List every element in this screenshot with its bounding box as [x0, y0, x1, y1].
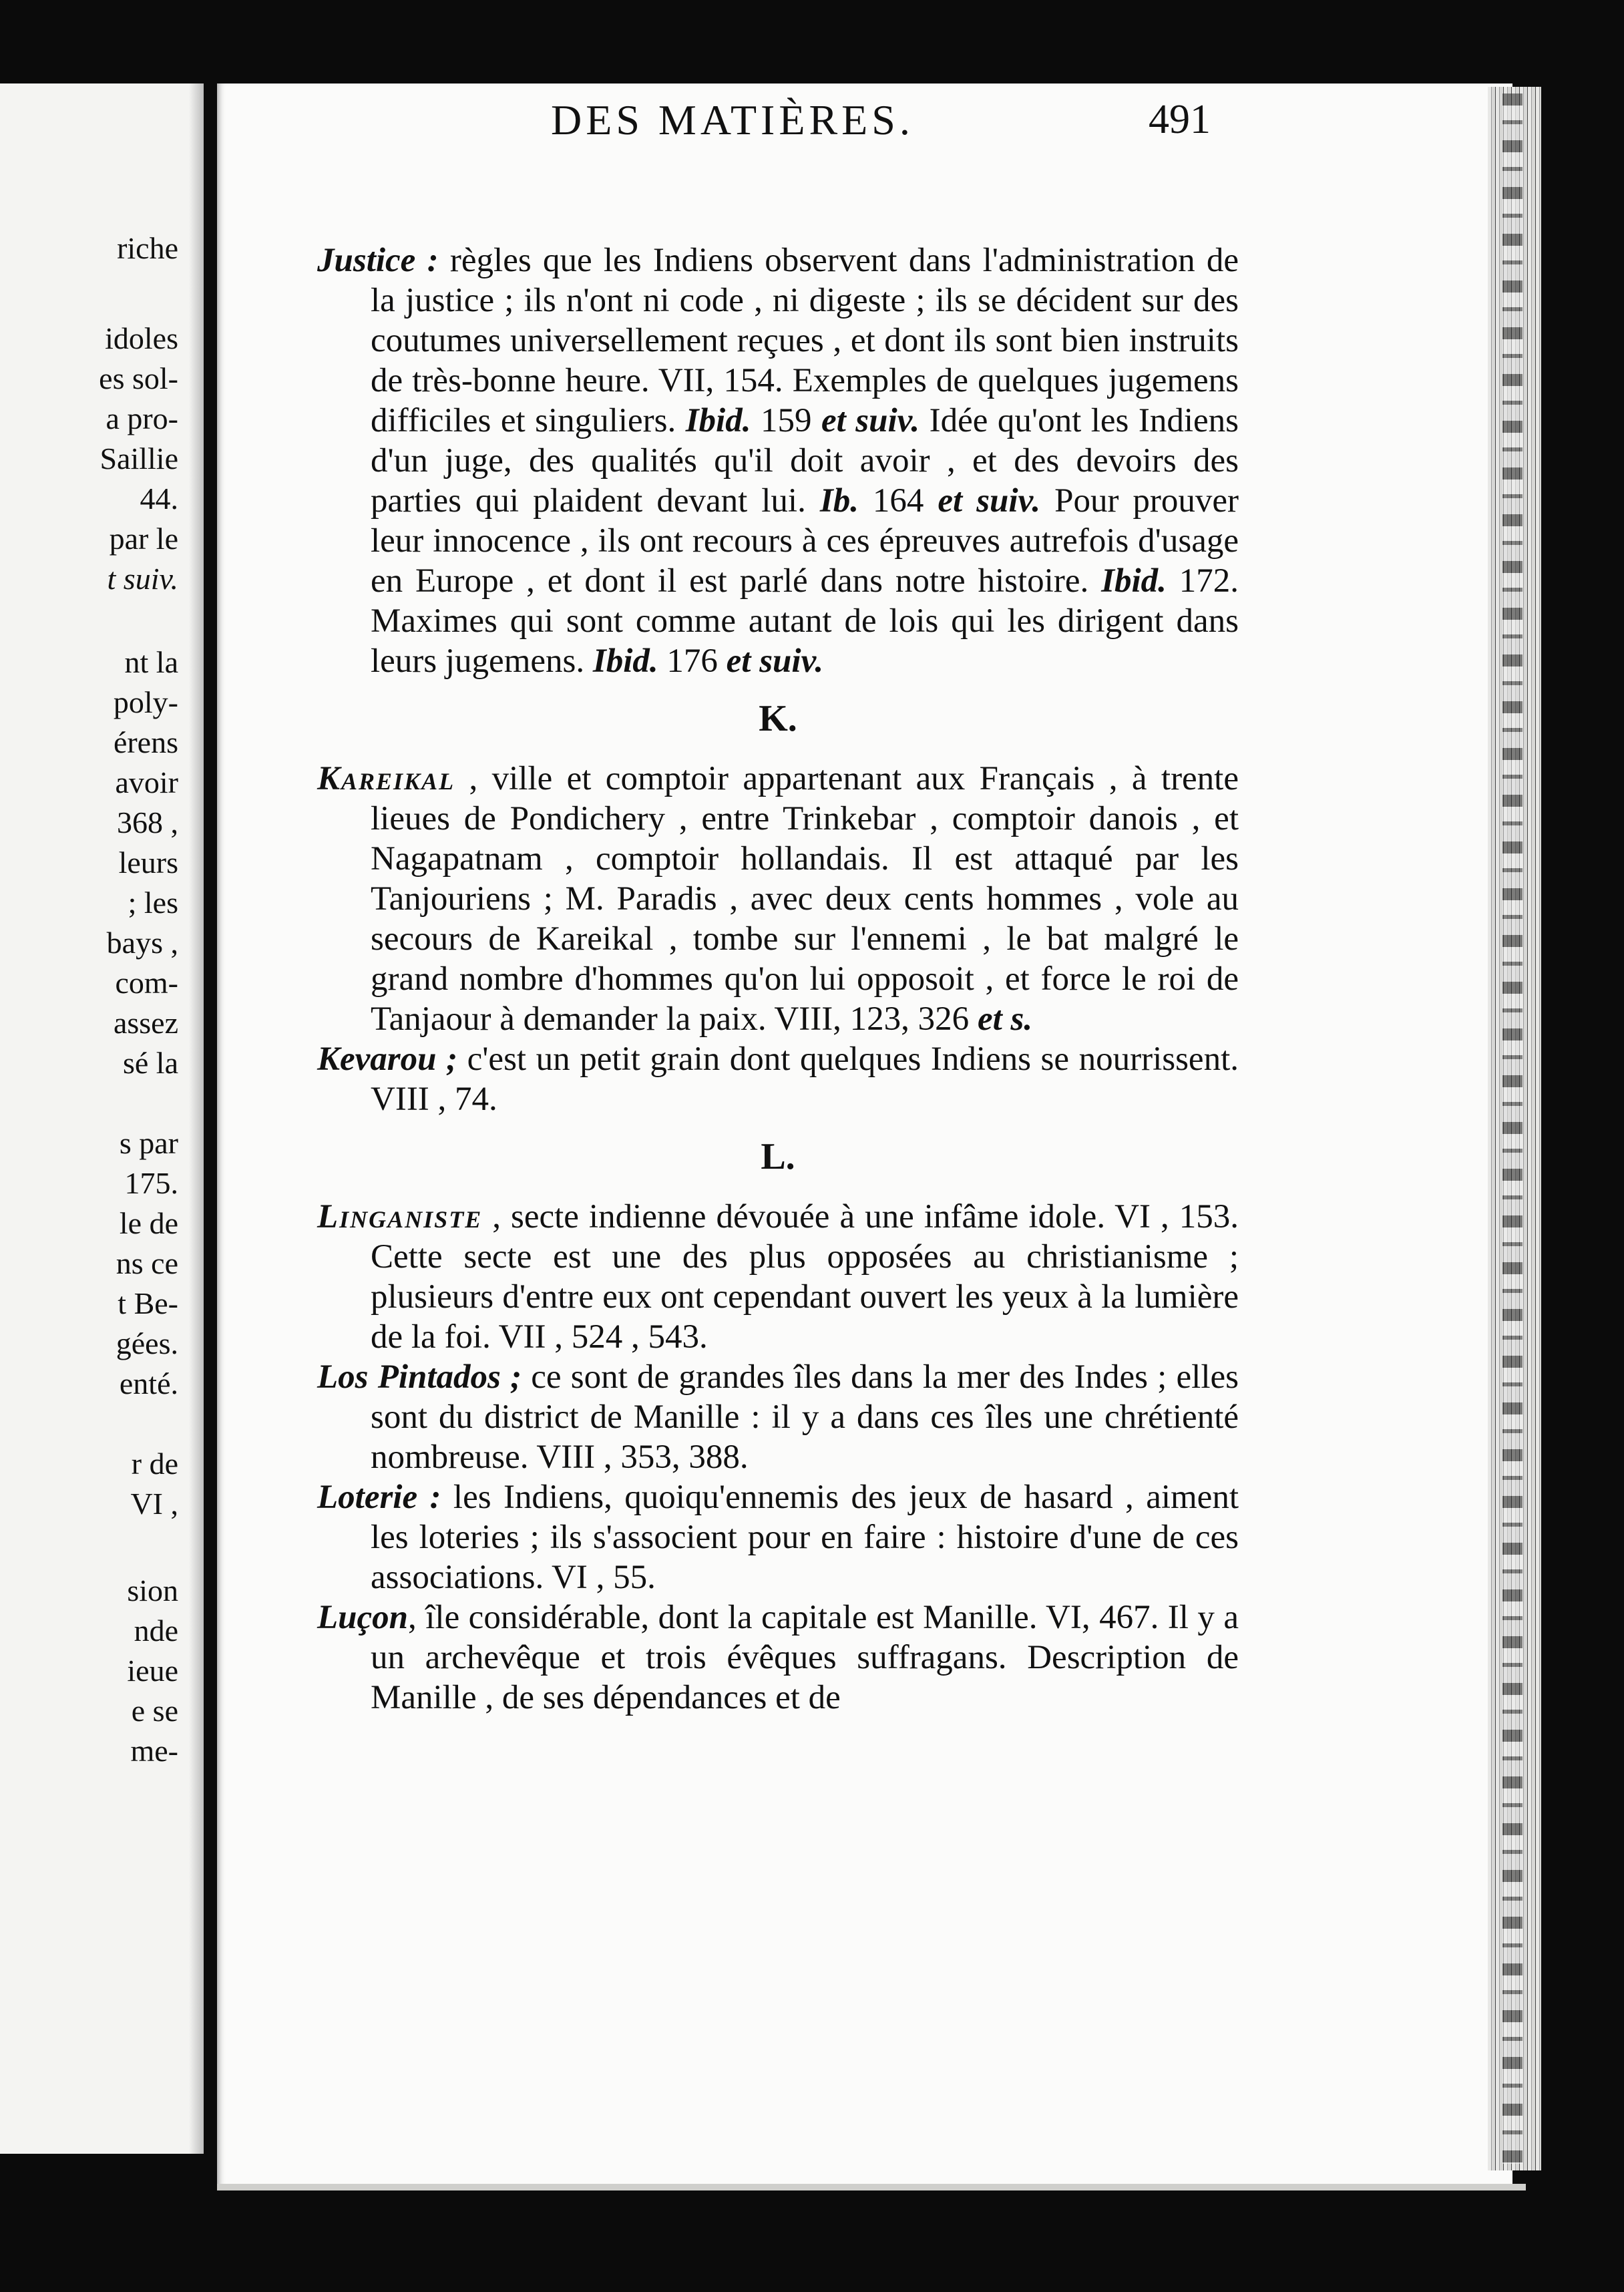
- left-page-line: com-: [115, 966, 178, 1000]
- left-page-line: sion: [127, 1573, 178, 1607]
- left-page-line: ; les: [128, 886, 178, 920]
- entry-head: Kareikal: [317, 760, 455, 797]
- left-page-line: a pro-: [106, 401, 178, 435]
- entry-ref: et suiv.: [938, 482, 1041, 520]
- entry-head: Kevarou ;: [317, 1040, 458, 1078]
- entry-ref: Ibid.: [592, 642, 658, 680]
- entry-text: les Indiens, quoiqu'ennemis des jeux de hasard , aiment les loteries ; ils s'associent pour en faire : histoire d'une de ces associations. VI , 55.: [371, 1479, 1239, 1596]
- index-entry-loterie: [317, 1477, 1239, 1597]
- gutter-shadow: [189, 83, 204, 2154]
- left-page-line: r de: [131, 1447, 178, 1481]
- index-entry-kareikal: [317, 759, 1239, 1039]
- left-page-line: 368 ,: [117, 805, 178, 839]
- index-entry-los-pintados: [317, 1357, 1239, 1477]
- left-page-line: gées.: [116, 1326, 178, 1360]
- entry-ref: et s.: [977, 1000, 1033, 1038]
- index-entry-justice: [317, 240, 1239, 681]
- entry-text: 176: [658, 642, 727, 680]
- left-page-line: e se: [131, 1694, 178, 1728]
- index-entry-linganiste: [317, 1197, 1239, 1357]
- left-page-line: ns ce: [116, 1246, 178, 1280]
- index-text: [317, 240, 1239, 1718]
- entry-text: , ville et comptoir appartenant aux Français , à trente lieues de Pondichery , entre Trinkebar , comptoir danois , et Nagapatnam , comptoir hollandais. Il est attaqué par les Tanjouriens ; M. Paradis , avec deux cents hommes , vole au secours de Kareikal , tombe sur l'ennemi , le bat malgré le grand nombre d'hommes qu'on lui opposoit , et force le roi de Tanjaour à demander la paix. VIII, 123, 326: [371, 760, 1239, 1038]
- left-page-line: assez: [113, 1006, 178, 1040]
- left-page-line: es sol-: [99, 361, 178, 395]
- left-page-line: le de: [119, 1206, 178, 1240]
- entry-text: , secte indienne dévouée à une infâme idole. VI , 153. Cette secte est une des plus opposées au christianisme ; plusieurs d'entre eux ont cependant ouvert les yeux à la lumière de la foi. VII , 524 , 543.: [371, 1198, 1239, 1356]
- entry-head: Los Pintados ;: [317, 1358, 522, 1396]
- entry-head: Loterie :: [317, 1479, 441, 1516]
- entry-head: Linganiste: [317, 1198, 483, 1235]
- left-page-line: avoir: [115, 765, 178, 799]
- entry-text: , île considérable, dont la capitale est Manille. VI, 467. Il y a un archevêque et trois évêques suffragans. Description de Manille , de ses dépendances et de: [371, 1599, 1239, 1716]
- entry-head: Justice :: [317, 242, 439, 279]
- index-entry-kevarou: [317, 1039, 1239, 1119]
- entry-text: 172. Maximes qui sont comme autant de lois qui les dirigent dans leurs jugemens.: [371, 562, 1239, 680]
- left-page-line: Saillie: [99, 441, 178, 475]
- left-page-line: ieue: [127, 1654, 178, 1688]
- left-page-line: enté.: [119, 1366, 178, 1400]
- entry-text: ce sont de grandes îles dans la mer des Indes ; elles sont du district de Manille : il y a dans ces îles une chrétienté nombreuse. VIII , 353, 388.: [371, 1358, 1239, 1476]
- entry-text: 164: [858, 482, 938, 520]
- entry-head: Luçon: [317, 1599, 409, 1636]
- left-page-line: érens: [113, 725, 178, 759]
- entry-ref: Ibid.: [685, 402, 751, 439]
- entry-text: c'est un petit grain dont quelques Indiens se nourrissent. VIII , 74.: [371, 1040, 1239, 1118]
- left-page-line: nde: [134, 1613, 178, 1648]
- section-letter-l: L.: [761, 1136, 795, 1177]
- page-title: DES MATIÈRES.: [551, 96, 914, 144]
- entry-text: Idée qu'ont les Indiens d'un juge, des qualités qu'il doit avoir , et des devoirs des parties qui plaident devant lui.: [371, 402, 1239, 520]
- left-page-line: t suiv.: [107, 562, 178, 596]
- left-page-line: 175.: [124, 1166, 178, 1200]
- left-page-line: leurs: [118, 845, 178, 880]
- page-number: 491: [1149, 97, 1211, 142]
- left-page-line: s par: [119, 1126, 178, 1160]
- left-page-fragment: [0, 83, 204, 2154]
- left-page-line: par le: [109, 522, 178, 556]
- left-page-line: bays ,: [106, 926, 178, 960]
- entry-text: 159: [751, 402, 821, 439]
- entry-ref: Ib.: [819, 482, 859, 520]
- left-page-line: nt la: [124, 645, 178, 679]
- page-bottom-edge: [217, 2184, 1526, 2190]
- left-page-line: idoles: [105, 321, 178, 355]
- entry-text: Pour prouver leur innocence , ils ont recours à ces épreuves autrefois d'usage en Europe , et dont il est parlé dans notre histoire.: [371, 482, 1239, 600]
- entry-ref: et suiv.: [821, 402, 920, 439]
- entry-text: règles que les Indiens observent dans l'administration de la justice ; ils n'ont ni code , ni digeste ; ils se décident sur des coutumes universellement reçues , et dont ils sont bien instruits de très-bonne heure. VII, 154. Exemples de quelques jugemens difficiles et singuliers.: [371, 242, 1239, 439]
- page-edges-shadow: [1502, 93, 1522, 2164]
- left-page-line: me-: [130, 1734, 178, 1768]
- section-letter-k: K.: [759, 698, 797, 739]
- left-page-line: riche: [117, 231, 178, 265]
- left-page-line: 44.: [140, 482, 178, 516]
- left-page-line: t Be-: [118, 1286, 178, 1320]
- left-page-line: VI ,: [130, 1487, 178, 1521]
- index-entry-lucon: [317, 1597, 1239, 1718]
- entry-ref: Ibid.: [1101, 562, 1167, 600]
- left-page-line: poly-: [113, 685, 178, 719]
- left-page-line: sé la: [122, 1046, 178, 1080]
- entry-ref: et suiv.: [726, 642, 824, 680]
